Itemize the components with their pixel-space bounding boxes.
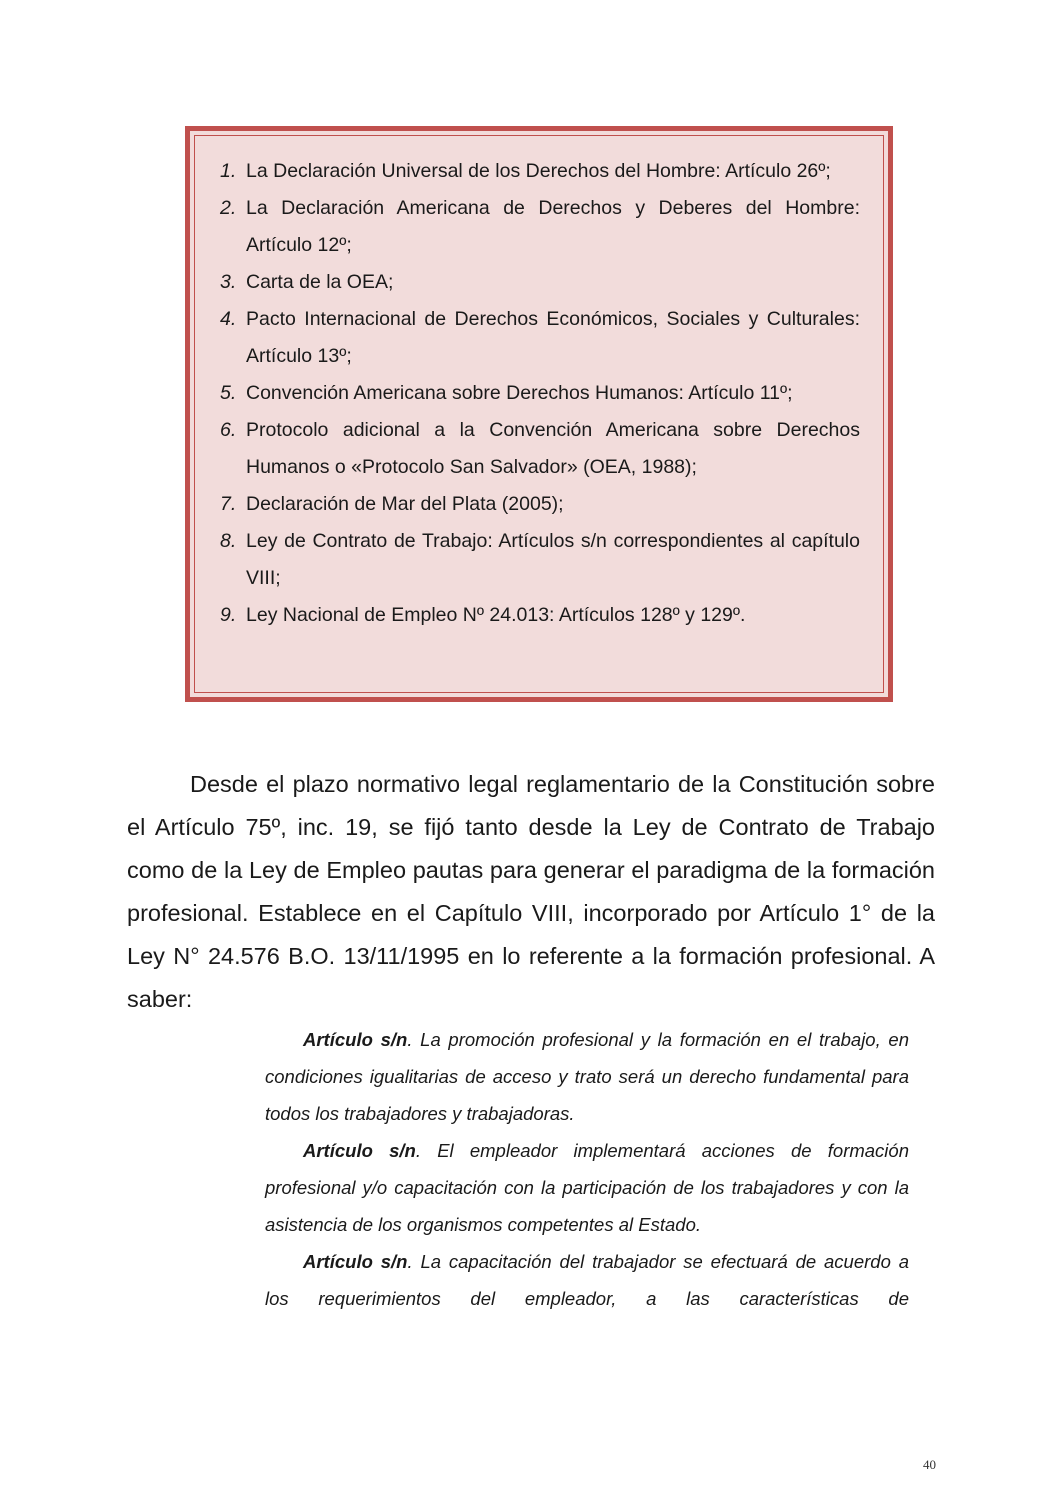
- article-text: . La promoción profesional y la formación en el trabajo, en condiciones igualitarias de acceso y trato será un derecho fundamental para todos los trabajadores y trabajadoras.: [265, 1029, 909, 1124]
- quoted-articles-block: [265, 1021, 909, 1317]
- list-item-text: Declaración de Mar del Plata (2005);: [246, 493, 564, 515]
- list-item: [220, 523, 860, 597]
- list-item-text: Protocolo adicional a la Convención Americana sobre Derechos Humanos o «Protocolo San Salvador» (OEA, 1988);: [246, 419, 860, 478]
- list-item-text: Convención Americana sobre Derechos Humanos: Artículo 11º;: [246, 382, 793, 404]
- list-item-number: 5.: [220, 382, 237, 404]
- list-item: [220, 153, 860, 190]
- legal-framework-box: [185, 126, 893, 702]
- list-item-number: 9.: [220, 604, 237, 626]
- list-item: [220, 301, 860, 375]
- list-item: [220, 597, 860, 634]
- list-item-text: Ley de Contrato de Trabajo: Artículos s/n correspondientes al capítulo VIII;: [246, 530, 860, 589]
- list-item-text: La Declaración Americana de Derechos y Deberes del Hombre: Artículo 12º;: [246, 197, 860, 256]
- list-item-number: 4.: [220, 308, 237, 330]
- list-item-text: Ley Nacional de Empleo Nº 24.013: Artículos 128º y 129º.: [246, 604, 746, 626]
- list-item-number: 7.: [220, 493, 237, 515]
- article-text: . La capacitación del trabajador se efectuará de acuerdo a los requerimientos del empleador, a las características de: [265, 1251, 909, 1309]
- article-text: . El empleador implementará acciones de formación profesional y/o capacitación con la participación de los trabajadores y con la asistencia de los organismos competentes al Estado.: [265, 1140, 909, 1235]
- legal-instruments-list: [220, 153, 860, 634]
- list-item-number: 1.: [220, 160, 237, 182]
- list-item-number: 2.: [220, 197, 237, 219]
- list-item-number: 8.: [220, 530, 237, 552]
- body-paragraph: Desde el plazo normativo legal reglamentario de la Constitución sobre el Artículo 75º, inc. 19, se fijó tanto desde la Ley de Contrato de Trabajo como de la Ley de Empleo pautas para generar el paradigma de la formación profesional. Establece en el Capítulo VIII, incorporado por Artículo 1° de la Ley N° 24.576 B.O. 13/11/1995 en lo referente a la formación profesional. A saber:: [127, 771, 935, 1012]
- list-item-text: Carta de la OEA;: [246, 271, 394, 293]
- page-number: 40: [923, 1457, 936, 1472]
- list-item-text: Pacto Internacional de Derechos Económicos, Sociales y Culturales: Artículo 13º;: [246, 308, 860, 367]
- quoted-article: [265, 1243, 909, 1317]
- list-item: [220, 264, 860, 301]
- quoted-article: [265, 1021, 909, 1132]
- list-item-text: La Declaración Universal de los Derechos del Hombre: Artículo 26º;: [246, 160, 831, 182]
- article-label: Artículo s/n: [303, 1251, 408, 1272]
- list-item: [220, 375, 860, 412]
- article-label: Artículo s/n: [303, 1140, 416, 1161]
- list-item: [220, 412, 860, 486]
- list-item: [220, 486, 860, 523]
- quoted-article: [265, 1132, 909, 1243]
- list-item-number: 6.: [220, 419, 237, 441]
- list-item: [220, 190, 860, 264]
- article-label: Artículo s/n: [303, 1029, 408, 1050]
- list-item-number: 3.: [220, 271, 237, 293]
